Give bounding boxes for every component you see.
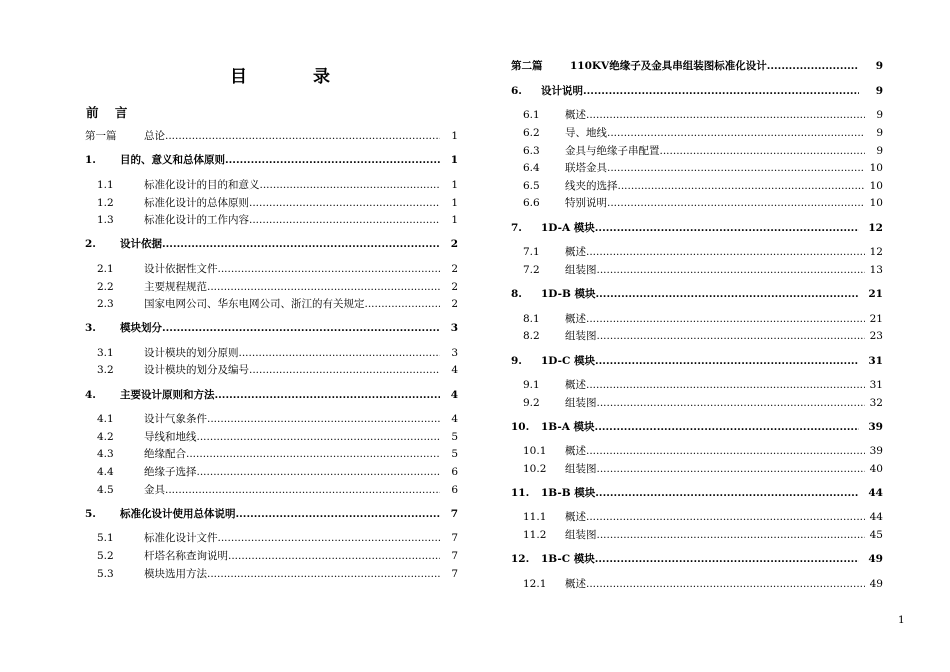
toc-entry-number: 4.3 xyxy=(97,448,114,460)
toc-entry-number: 11.2 xyxy=(523,529,547,541)
preface-heading: 前 言 xyxy=(86,105,134,120)
toc-entry-title: 标准化设计文件 ..... xyxy=(144,531,440,545)
toc-entry-number: 6.1 xyxy=(523,109,540,121)
toc-entry-number: 6.4 xyxy=(523,162,540,174)
toc-entry[interactable] xyxy=(511,420,883,434)
toc-entry[interactable] xyxy=(511,528,883,542)
toc-entry[interactable] xyxy=(85,129,458,143)
toc-entry-page: 49 xyxy=(869,578,883,590)
toc-entry-page: 21 xyxy=(868,288,883,300)
toc-entry-number: 4.4 xyxy=(97,466,114,478)
toc-entry-title: 绝缘子选择 ..... xyxy=(144,465,440,479)
toc-entry-page: 45 xyxy=(869,529,883,541)
toc-entry-page: 10 xyxy=(869,180,883,192)
toc-entry[interactable] xyxy=(85,153,458,167)
toc-entry-number: 1.2 xyxy=(97,197,114,209)
toc-entry-page: 23 xyxy=(869,330,883,342)
toc-entry-number: 第一篇 xyxy=(85,130,117,142)
toc-entry-page: 39 xyxy=(868,421,883,433)
toc-entry-title: 概述 ..... xyxy=(565,108,865,122)
toc-entry-title: 设计模块的划分及编号 ..... xyxy=(144,363,440,377)
toc-entry-number: 11. xyxy=(511,487,530,499)
toc-entry-page: 6 xyxy=(451,484,458,496)
toc-entry-number: 2.3 xyxy=(97,298,114,310)
toc-entry-title: 组装图 ..... xyxy=(565,528,865,542)
toc-entry[interactable] xyxy=(85,213,458,227)
toc-entry-page: 44 xyxy=(868,487,883,499)
toc-entry-page: 4 xyxy=(451,364,458,376)
toc-entry[interactable] xyxy=(85,346,458,360)
toc-entry-number: 8.1 xyxy=(523,313,540,325)
toc-entry-title: 1B-A 模块 ..... xyxy=(541,420,859,434)
toc-entry-page: 9 xyxy=(876,145,883,157)
toc-entry[interactable] xyxy=(85,567,458,581)
toc-entry-title: 组装图 ..... xyxy=(565,396,865,410)
toc-entry-number: 6.2 xyxy=(523,127,540,139)
toc-entry-title: 概述 ..... xyxy=(565,444,865,458)
toc-entry[interactable] xyxy=(511,486,883,500)
toc-entry-page: 2 xyxy=(451,263,458,275)
toc-entry[interactable] xyxy=(511,126,883,140)
toc-entry-number: 3.1 xyxy=(97,347,114,359)
toc-entry-page: 9 xyxy=(875,85,883,97)
toc-entry-number: 5.1 xyxy=(97,532,114,544)
toc-entry[interactable] xyxy=(511,179,883,193)
toc-entry-page: 5 xyxy=(451,431,458,443)
toc-entry-page: 4 xyxy=(451,413,458,425)
toc-entry-number: 5. xyxy=(85,508,96,520)
toc-entry-title: 特别说明 ..... xyxy=(565,196,865,210)
toc-entry-page: 9 xyxy=(876,127,883,139)
page-number: 1 xyxy=(898,614,905,626)
toc-entry-title: 主要设计原则和方法 ..... xyxy=(120,388,440,402)
toc-entry-page: 1 xyxy=(451,214,458,226)
toc-entry-number: 9.1 xyxy=(523,379,540,391)
toc-entry-number: 7.2 xyxy=(523,264,540,276)
toc-entry[interactable] xyxy=(511,59,883,73)
toc-entry-page: 32 xyxy=(869,397,883,409)
toc-entry-page: 1 xyxy=(450,154,458,166)
toc-entry-title: 导、地线 ..... xyxy=(565,126,865,140)
toc-entry[interactable] xyxy=(85,430,458,444)
toc-entry[interactable] xyxy=(511,221,883,235)
toc-entry-number: 7.1 xyxy=(523,246,540,258)
toc-entry[interactable] xyxy=(511,161,883,175)
toc-entry-title: 标准化设计的目的和意义 ..... xyxy=(144,178,440,192)
toc-entry-number: 10.1 xyxy=(523,445,547,457)
toc-entry-page: 7 xyxy=(451,550,458,562)
toc-entry[interactable] xyxy=(511,196,883,210)
toc-entry-title: 概述 ..... xyxy=(565,378,865,392)
toc-entry[interactable] xyxy=(85,412,458,426)
toc-entry-title: 主要规程规范 ..... xyxy=(144,280,440,294)
toc-entry-title: 目的、意义和总体原则 ..... xyxy=(120,153,440,167)
toc-entry[interactable] xyxy=(85,178,458,192)
toc-entry[interactable] xyxy=(511,552,883,566)
toc-entry-page: 21 xyxy=(869,313,883,325)
toc-entry-title: 设计说明 ..... xyxy=(541,84,859,98)
toc-entry-number: 1.1 xyxy=(97,179,114,191)
toc-entry-title: 标准化设计的总体原则 ..... xyxy=(144,196,440,210)
toc-entry-number: 2.1 xyxy=(97,263,114,275)
toc-entry-page: 1 xyxy=(451,130,458,142)
toc-entry-page: 40 xyxy=(869,463,883,475)
toc-entry-page: 31 xyxy=(869,379,883,391)
toc-entry-page: 49 xyxy=(868,553,883,565)
toc-entry[interactable] xyxy=(85,507,458,521)
toc-entry-number: 12.1 xyxy=(523,578,547,590)
toc-entry[interactable] xyxy=(85,388,458,402)
toc-entry-title: 组装图 ..... xyxy=(565,329,865,343)
toc-entry-title: 标准化设计的工作内容 ..... xyxy=(144,213,440,227)
toc-entry[interactable] xyxy=(85,363,458,377)
toc-entry-title: 1B-C 模块 ..... xyxy=(541,552,859,566)
toc-entry[interactable] xyxy=(85,280,458,294)
toc-entry-page: 5 xyxy=(451,448,458,460)
toc-entry-number: 7. xyxy=(511,222,522,234)
toc-entry-title: 1D-A 模块 ..... xyxy=(541,221,859,235)
toc-entry-title: 概述 ..... xyxy=(565,312,865,326)
toc-entry-title: 杆塔名称查询说明 ..... xyxy=(144,549,440,563)
toc-entry-title: 1D-C 模块 ..... xyxy=(541,354,859,368)
toc-entry-number: 4. xyxy=(85,389,96,401)
toc-entry-number: 4.5 xyxy=(97,484,114,496)
toc-entry-title: 国家电网公司、华东电网公司、浙江的有关规定 ..... xyxy=(144,297,440,311)
toc-entry[interactable] xyxy=(511,329,883,343)
toc-entry[interactable] xyxy=(85,297,458,311)
toc-entry[interactable] xyxy=(85,465,458,479)
toc-entry-page: 13 xyxy=(869,264,883,276)
toc-entry[interactable] xyxy=(511,108,883,122)
toc-entry-title: 总论 ..... xyxy=(144,129,440,143)
toc-entry-page: 6 xyxy=(451,466,458,478)
toc-entry-title: 概述 ..... xyxy=(565,245,865,259)
toc-entry[interactable] xyxy=(85,483,458,497)
toc-entry-page: 44 xyxy=(869,511,883,523)
toc-entry-title: 设计依据性文件 ..... xyxy=(144,262,440,276)
toc-entry-page: 2 xyxy=(451,281,458,293)
toc-entry-number: 12. xyxy=(511,553,530,565)
toc-entry[interactable] xyxy=(511,245,883,259)
toc-entry[interactable] xyxy=(85,549,458,563)
toc-entry-page: 39 xyxy=(869,445,883,457)
toc-entry[interactable] xyxy=(511,354,883,368)
toc-entry-page: 4 xyxy=(450,389,458,401)
toc-title-char-1: 目 xyxy=(230,67,247,87)
toc-entry-number: 1. xyxy=(85,154,96,166)
toc-entry-title: 金具与绝缘子串配置 ..... xyxy=(565,144,865,158)
toc-entry[interactable] xyxy=(511,510,883,524)
toc-entry[interactable] xyxy=(85,262,458,276)
toc-entry-title: 组装图 ..... xyxy=(565,263,865,277)
toc-entry-page: 3 xyxy=(450,322,458,334)
toc-entry-number: 3.2 xyxy=(97,364,114,376)
toc-entry-number: 8. xyxy=(511,288,522,300)
toc-entry-number: 2. xyxy=(85,238,96,250)
toc-entry-title: 线夹的选择 ..... xyxy=(565,179,865,193)
toc-entry-number: 8.2 xyxy=(523,330,540,342)
toc-entry-page: 2 xyxy=(450,238,458,250)
toc-entry-page: 9 xyxy=(875,60,883,72)
toc-entry[interactable] xyxy=(511,396,883,410)
toc-entry-page: 3 xyxy=(451,347,458,359)
toc-entry-title: 1B-B 模块 ..... xyxy=(541,486,859,500)
toc-entry-page: 1 xyxy=(451,197,458,209)
toc-entry-page: 1 xyxy=(451,179,458,191)
toc-title xyxy=(230,62,330,86)
toc-entry-title: 概述 ..... xyxy=(565,510,865,524)
toc-entry-number: 11.1 xyxy=(523,511,547,523)
toc-entry-title: 概述 ..... xyxy=(565,577,865,591)
toc-entry-page: 10 xyxy=(869,162,883,174)
toc-entry-title: 设计气象条件 ..... xyxy=(144,412,440,426)
toc-entry[interactable] xyxy=(511,577,883,591)
toc-entry[interactable] xyxy=(511,444,883,458)
toc-entry-number: 1.3 xyxy=(97,214,114,226)
toc-entry[interactable] xyxy=(511,84,883,98)
toc-entry-page: 7 xyxy=(451,568,458,580)
toc-entry-page: 7 xyxy=(451,532,458,544)
toc-entry-number: 5.2 xyxy=(97,550,114,562)
toc-entry-title: 联塔金具 ..... xyxy=(565,161,865,175)
toc-entry[interactable] xyxy=(85,196,458,210)
toc-entry-number: 4.1 xyxy=(97,413,114,425)
toc-entry-page: 31 xyxy=(868,355,883,367)
toc-entry-number: 4.2 xyxy=(97,431,114,443)
toc-entry-number: 9.2 xyxy=(523,397,540,409)
toc-entry-title: 组装图 ..... xyxy=(565,462,865,476)
toc-entry-page: 7 xyxy=(450,508,458,520)
toc-entry-number: 9. xyxy=(511,355,522,367)
toc-entry-number: 10. xyxy=(511,421,530,433)
toc-entry[interactable] xyxy=(85,447,458,461)
toc-entry-number: 5.3 xyxy=(97,568,114,580)
toc-entry-number: 第二篇 xyxy=(511,60,543,72)
toc-entry-number: 6.6 xyxy=(523,197,540,209)
toc-entry-page: 2 xyxy=(451,298,458,310)
toc-entry-page: 12 xyxy=(868,222,883,234)
toc-entry-number: 10.2 xyxy=(523,463,547,475)
toc-entry[interactable] xyxy=(85,531,458,545)
toc-entry[interactable] xyxy=(511,263,883,277)
toc-entry[interactable] xyxy=(511,378,883,392)
toc-entry-page: 12 xyxy=(869,246,883,258)
toc-entry-title: 设计依据 ..... xyxy=(120,237,440,251)
toc-entry[interactable] xyxy=(511,144,883,158)
toc-entry-title: 金具 ..... xyxy=(144,483,440,497)
toc-entry[interactable] xyxy=(511,287,883,301)
toc-entry[interactable] xyxy=(511,312,883,326)
toc-entry-title: 绝缘配合 ..... xyxy=(144,447,440,461)
toc-entry[interactable] xyxy=(85,321,458,335)
toc-entry-title: 模块选用方法 ..... xyxy=(144,567,440,581)
toc-entry-number: 2.2 xyxy=(97,281,114,293)
toc-entry[interactable] xyxy=(511,462,883,476)
toc-entry-title: 1D-B 模块 ..... xyxy=(541,287,859,301)
toc-entry-number: 6. xyxy=(511,85,522,97)
toc-entry-title: 模块划分 ..... xyxy=(120,321,440,335)
toc-entry-title: 110KV绝缘子及金具串组装图标准化设计 ..... xyxy=(570,59,859,73)
toc-entry-title: 导线和地线 ..... xyxy=(144,430,440,444)
toc-entry[interactable] xyxy=(85,237,458,251)
toc-title-char-2: 录 xyxy=(313,67,330,87)
toc-entry-page: 9 xyxy=(876,109,883,121)
toc-entry-number: 6.5 xyxy=(523,180,540,192)
toc-entry-number: 3. xyxy=(85,322,96,334)
toc-entry-page: 10 xyxy=(869,197,883,209)
toc-entry-title: 设计模块的划分原则 ..... xyxy=(144,346,440,360)
toc-entry-number: 6.3 xyxy=(523,145,540,157)
toc-entry-title: 标准化设计使用总体说明 ..... xyxy=(120,507,440,521)
